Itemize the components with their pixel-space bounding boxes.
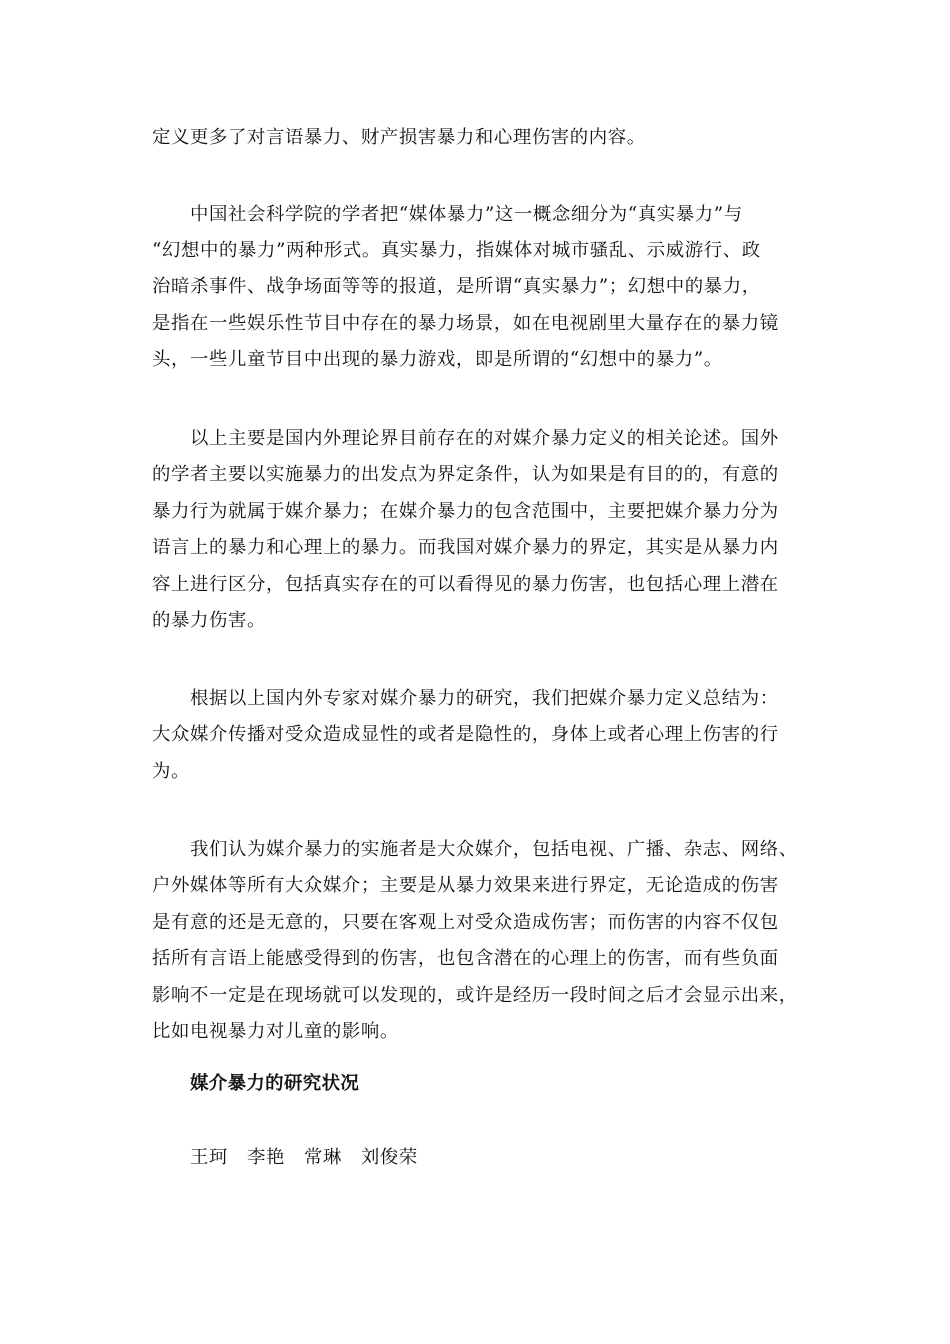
paragraph-4-line-1: 根据以上国内外专家对媒介暴力的研究，我们把媒介暴力定义总结为：: [190, 688, 779, 709]
paragraph-5-line-1: 我们认为媒介暴力的实施者是大众媒介，包括电视、广播、杂志、网络、: [190, 839, 798, 860]
paragraph-3-line-3: 暴力行为就属于媒介暴力；在媒介暴力的包含范围中，主要把媒介暴力分为: [152, 501, 779, 522]
paragraph-2-line-5: 头，一些儿童节目中出现的暴力游戏，即是所谓的“幻想中的暴力”。: [152, 349, 723, 370]
paragraph-4-line-2: 大众媒介传播对受众造成显性的或者是隐性的，身体上或者心理上伤害的行: [152, 724, 779, 745]
paragraph-5-line-2: 户外媒体等所有大众媒介；主要是从暴力效果来进行界定，无论造成的伤害: [152, 875, 779, 896]
section-title: 媒介暴力的研究状况: [190, 1073, 360, 1094]
paragraph-3-line-4: 语言上的暴力和心理上的暴力。而我国对媒介暴力的界定，其实是从暴力内: [152, 537, 779, 558]
paragraph-2-line-1: 中国社会科学院的学者把“媒体暴力”这一概念细分为“真实暴力”与: [190, 204, 743, 225]
paragraph-5-line-3: 是有意的还是无意的，只要在客观上对受众造成伤害；而伤害的内容不仅包: [152, 912, 779, 933]
paragraph-2-line-2: “幻想中的暴力”两种形式。真实暴力，指媒体对城市骚乱、示威游行、政: [152, 240, 761, 261]
paragraph-2-line-4: 是指在一些娱乐性节目中存在的暴力场景，如在电视剧里大量存在的暴力镜: [152, 313, 779, 334]
paragraph-5-line-4: 括所有言语上能感受得到的伤害，也包含潜在的心理上的伤害，而有些负面: [152, 948, 779, 969]
paragraph-3-line-5: 容上进行区分，包括真实存在的可以看得见的暴力伤害，也包括心理上潜在: [152, 574, 779, 595]
paragraph-2-line-3: 治暗杀事件、战争场面等等的报道，是所谓“真实暴力”；幻想中的暴力，: [152, 276, 761, 297]
authors-line: 王珂 李艳 常琳 刘俊荣: [190, 1147, 418, 1168]
paragraph-5-line-6: 比如电视暴力对儿童的影响。: [152, 1021, 399, 1042]
paragraph-5-line-5: 影响不一定是在现场就可以发现的，或许是经历一段时间之后才会显示出来，: [152, 985, 798, 1006]
paragraph-1-line-1: 定义更多了对言语暴力、财产损害暴力和心理伤害的内容。: [152, 127, 646, 148]
paragraph-4-line-3: 为。: [152, 761, 190, 782]
paragraph-3-line-6: 的暴力伤害。: [152, 610, 266, 631]
paragraph-3-line-1: 以上主要是国内外理论界目前存在的对媒介暴力定义的相关论述。国外: [190, 428, 779, 449]
paragraph-3-line-2: 的学者主要以实施暴力的出发点为界定条件，认为如果是有目的的，有意的: [152, 464, 779, 485]
